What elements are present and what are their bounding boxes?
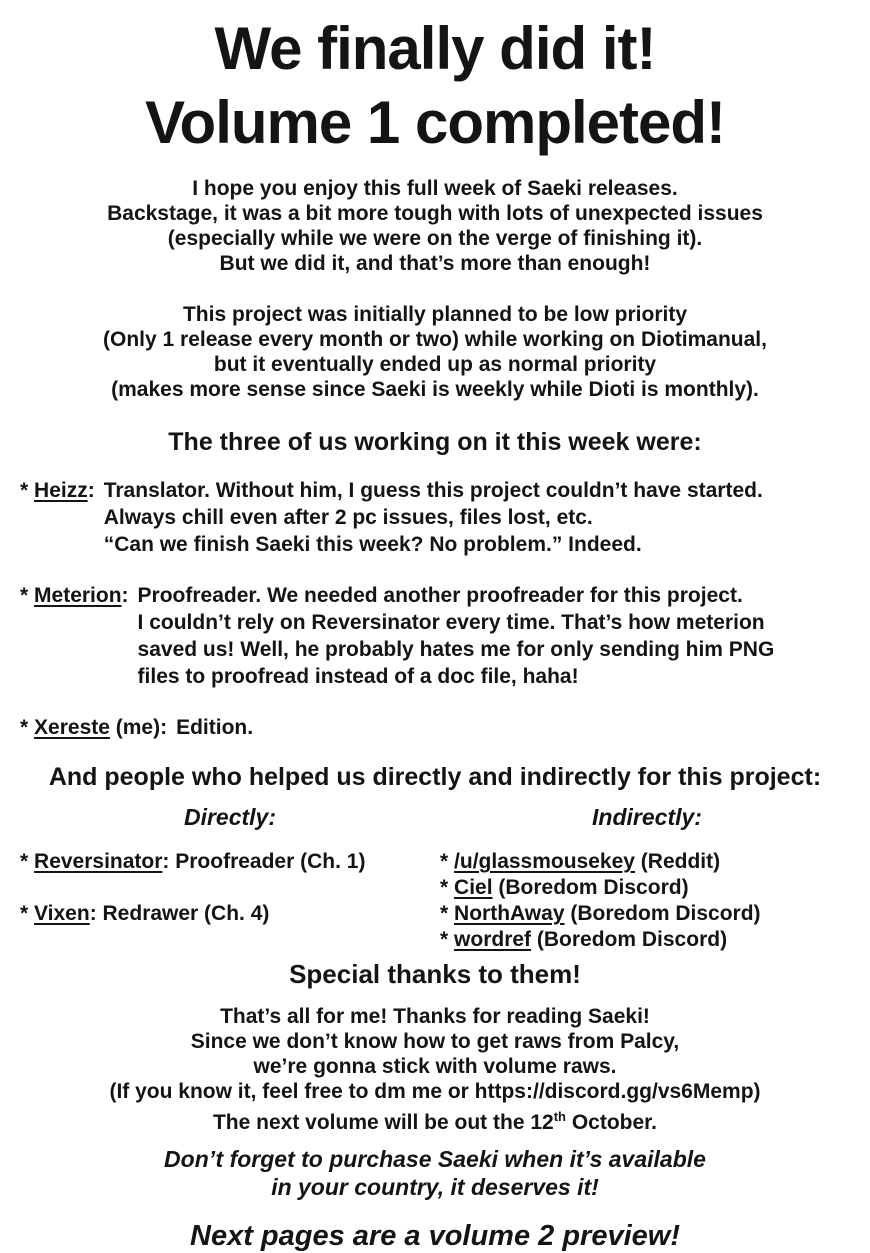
outro-paragraph bbox=[0, 1004, 870, 1135]
team-member-line: Always chill even after 2 pc issues, files lost, etc. bbox=[103, 506, 593, 529]
bullet: * bbox=[440, 850, 449, 873]
bullet: * bbox=[20, 584, 29, 607]
preview-note: Next pages are a volume 2 preview! bbox=[190, 1220, 680, 1252]
intro-paragraph bbox=[0, 176, 870, 276]
team-member-line: Edition. bbox=[176, 716, 254, 739]
helper-item bbox=[440, 901, 854, 927]
team-member-line: Proofreader. We needed another proofreader for this project. bbox=[137, 584, 743, 607]
outro-line-discord: (If you know it, feel free to dm me or https://discord.gg/vs6Memp) bbox=[109, 1080, 761, 1103]
intro-line: I hope you enjoy this full week of Saeki releases. bbox=[192, 177, 678, 200]
team-member-after: : bbox=[87, 479, 95, 502]
helper-role: : Proofreader (Ch. 1) bbox=[162, 850, 366, 873]
purchase-note bbox=[0, 1145, 870, 1201]
indirectly-heading: Indirectly: bbox=[592, 804, 702, 830]
team-list bbox=[20, 477, 870, 741]
intro-line: But we did it, and that’s more than enough! bbox=[219, 252, 651, 275]
intro-line: Backstage, it was a bit more tough with lots of unexpected issues bbox=[107, 202, 763, 225]
helper-name: wordref bbox=[454, 928, 532, 951]
team-member-xereste bbox=[20, 714, 870, 741]
team-member-label bbox=[20, 477, 95, 558]
team-member-line: files to proofread instead of a doc file, haha! bbox=[137, 665, 579, 688]
team-member-after: : bbox=[121, 584, 129, 607]
team-member-label bbox=[20, 582, 129, 690]
purchase-line: in your country, it deserves it! bbox=[271, 1174, 599, 1200]
helpers-columns bbox=[0, 804, 870, 953]
helper-name: NorthAway bbox=[454, 902, 565, 925]
team-member-name: Meterion bbox=[34, 584, 122, 607]
helper-source: (Boredom Discord) bbox=[531, 928, 728, 951]
outro-line: Since we don’t know how to get raws from Palcy, bbox=[190, 1030, 680, 1053]
helper-name: Vixen bbox=[34, 902, 90, 925]
indirectly-column bbox=[440, 804, 870, 953]
helper-source: (Boredom Discord) bbox=[492, 876, 689, 899]
page-title bbox=[0, 0, 870, 160]
outro-line: That’s all for me! Thanks for reading Saeki! bbox=[220, 1005, 650, 1028]
helper-name: Reversinator bbox=[34, 850, 163, 873]
outro-line: we’re gonna stick with volume raws. bbox=[253, 1055, 617, 1078]
helper-source: (Reddit) bbox=[634, 850, 721, 873]
team-member-name: Heizz bbox=[34, 479, 88, 502]
intro-line: (especially while we were on the verge of finishing it). bbox=[167, 227, 703, 250]
helper-name: Ciel bbox=[454, 876, 493, 899]
helpers-heading: And people who helped us directly and indirectly for this project: bbox=[48, 763, 822, 791]
team-member-line: “Can we finish Saeki this week? No problem.” Indeed. bbox=[103, 533, 642, 556]
team-member-heizz bbox=[20, 477, 870, 558]
bullet: * bbox=[20, 716, 29, 739]
ordinal-superscript: th bbox=[553, 1109, 566, 1124]
team-member-description bbox=[176, 714, 253, 741]
helper-item bbox=[20, 849, 440, 875]
bullet: * bbox=[440, 876, 449, 899]
team-member-after: (me): bbox=[109, 716, 168, 739]
special-thanks: Special thanks to them! bbox=[289, 959, 581, 989]
directly-list bbox=[20, 849, 440, 927]
indirectly-list bbox=[440, 849, 854, 953]
directly-heading: Directly: bbox=[183, 804, 277, 830]
helper-name: /u/glassmousekey bbox=[454, 850, 635, 873]
page-title-line-1: We finally did it! bbox=[214, 15, 656, 82]
team-member-line: saved us! Well, he probably hates me for only sending him PNG bbox=[137, 638, 775, 661]
helper-item bbox=[440, 927, 854, 953]
project-line: but it eventually ended up as normal priority bbox=[213, 353, 657, 376]
team-member-description bbox=[138, 582, 775, 690]
next-volume-suffix: October. bbox=[565, 1111, 658, 1134]
next-volume-line bbox=[0, 1104, 870, 1135]
helper-item bbox=[440, 849, 854, 875]
purchase-line: Don’t forget to purchase Saeki when it’s available bbox=[164, 1146, 706, 1172]
bullet: * bbox=[20, 850, 29, 873]
bullet: * bbox=[440, 902, 449, 925]
helper-role: : Redrawer (Ch. 4) bbox=[89, 902, 270, 925]
helper-source: (Boredom Discord) bbox=[564, 902, 761, 925]
team-member-label bbox=[20, 714, 167, 741]
project-line: This project was initially planned to be low priority bbox=[182, 303, 688, 326]
project-paragraph bbox=[0, 302, 870, 402]
team-member-name: Xereste bbox=[34, 716, 110, 739]
project-line: (Only 1 release every month or two) while working on Diotimanual, bbox=[103, 328, 767, 351]
team-member-line: Translator. Without him, I guess this project couldn’t have started. bbox=[103, 479, 763, 502]
project-line: (makes more sense since Saeki is weekly while Dioti is monthly). bbox=[111, 378, 759, 401]
directly-column bbox=[0, 804, 440, 953]
next-volume-prefix: The next volume will be out the 12 bbox=[212, 1111, 554, 1134]
bullet: * bbox=[440, 928, 449, 951]
team-heading: The three of us working on it this week were: bbox=[168, 428, 702, 456]
page-title-line-2: Volume 1 completed! bbox=[144, 89, 725, 156]
team-member-description bbox=[104, 477, 763, 558]
team-member-line: I couldn’t rely on Reversinator every time. That’s how meterion bbox=[137, 611, 765, 634]
helper-item bbox=[20, 901, 440, 927]
helper-item bbox=[440, 875, 854, 901]
team-member-meterion bbox=[20, 582, 870, 690]
bullet: * bbox=[20, 479, 29, 502]
bullet: * bbox=[20, 902, 29, 925]
